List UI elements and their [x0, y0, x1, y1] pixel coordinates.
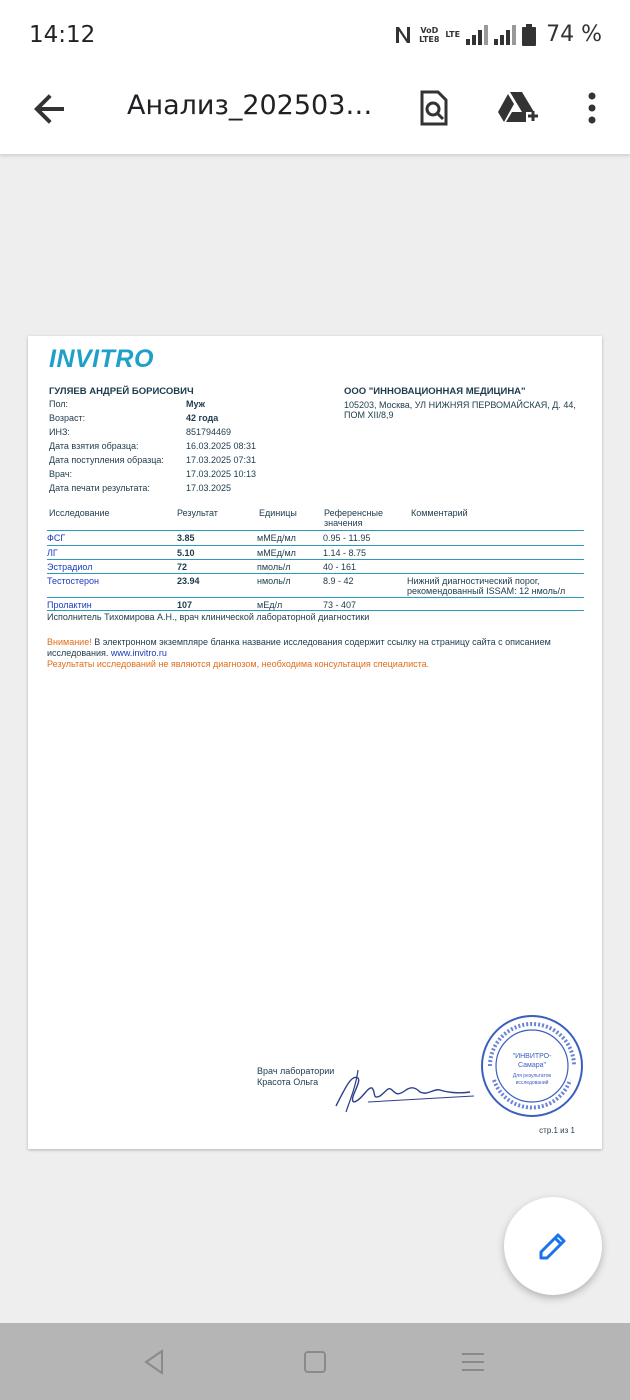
- navigation-bar: [0, 1323, 630, 1400]
- test-link[interactable]: ФСГ: [47, 533, 66, 543]
- results-table-header: [49, 508, 584, 530]
- warning-note: [47, 637, 587, 659]
- test-link[interactable]: ЛГ: [47, 548, 58, 558]
- status-time: 14:12: [29, 22, 96, 48]
- patient-field: Возраст: 42 года: [49, 413, 219, 423]
- organization-address: 105203, Москва, УЛ НИЖНЯЯ ПЕРВОМАЙСКАЯ, Д. 44, ПОМ XII/8,9: [344, 400, 576, 420]
- executor-note: Исполнитель Тихомирова А.Н., врач клинической лабораторной диагностики: [47, 612, 370, 622]
- doctor-title: Врач лаборатории: [257, 1066, 335, 1076]
- document-page: [28, 336, 602, 1149]
- patient-field: Пол: Муж: [49, 399, 205, 409]
- svg-text:исследований: исследований: [515, 1080, 549, 1086]
- table-row: ЛГ 5.10 мМЕд/мл 1.14 - 8.75: [47, 545, 584, 559]
- patient-field: Дата поступления образца: 17.03.2025 07:31: [49, 455, 257, 465]
- nfc-icon: [393, 24, 413, 46]
- table-row: Эстрадиол 72 пмоль/л 40 - 161: [47, 559, 584, 573]
- pencil-icon: [535, 1228, 571, 1264]
- patient-field: Дата печати результата: 17.03.2025: [49, 483, 232, 493]
- signature: [328, 1056, 478, 1116]
- signal-icon: [466, 25, 488, 45]
- organization-name: ООО "ИННОВАЦИОННАЯ МЕДИЦИНА": [344, 386, 526, 397]
- test-link[interactable]: Эстрадиол: [47, 562, 93, 572]
- doctor-block: [257, 1066, 334, 1088]
- more-vert-icon[interactable]: [570, 86, 614, 130]
- status-bar: [0, 0, 630, 72]
- invitro-logo: INVITRO: [49, 345, 154, 373]
- header-comment: Комментарий: [411, 508, 468, 518]
- svg-text:Самара": Самара": [517, 1062, 547, 1069]
- warning-label: Внимание!: [47, 637, 92, 647]
- stamp: [478, 1012, 586, 1120]
- table-row: Пролактин 107 мЕд/л 73 - 407: [47, 597, 584, 611]
- svg-text:Для результатов: Для результатов: [512, 1073, 552, 1079]
- network-badge-2: LTE: [445, 30, 461, 39]
- edit-fab-button[interactable]: [504, 1197, 602, 1295]
- patient-field: ИНЗ: 851794469: [49, 427, 232, 437]
- drive-add-icon[interactable]: [496, 86, 540, 130]
- nav-back-icon[interactable]: [140, 1347, 170, 1377]
- patient-field: Дата взятия образца: 16.03.2025 08:31: [49, 441, 257, 451]
- organization-block: [344, 386, 594, 420]
- disclaimer: Результаты исследований не являются диагнозом, необходима консультация специалиста.: [47, 659, 430, 669]
- test-link[interactable]: Пролактин: [47, 600, 92, 610]
- test-link[interactable]: Тестостерон: [47, 576, 100, 586]
- patient-field: Врач: 17.03.2025 10:13: [49, 469, 257, 479]
- invitro-link[interactable]: www.invitro.ru: [110, 648, 167, 658]
- patient-info: [49, 399, 289, 497]
- svg-text:"ИНВИТРО-: "ИНВИТРО-: [512, 1053, 552, 1060]
- network-badge-1: VoD LTE8: [419, 25, 440, 44]
- document-search-icon[interactable]: [412, 86, 456, 130]
- battery-icon: [522, 24, 536, 46]
- header-reference: Референсные значения: [324, 508, 383, 528]
- doctor-name: Красота Ольга: [257, 1077, 319, 1087]
- table-row: ФСГ 3.85 мМЕд/мл 0.95 - 11.95: [47, 530, 584, 545]
- header-result: Результат: [177, 508, 218, 518]
- document-title: Анализ_202503…: [127, 90, 373, 121]
- table-row: Тестостерон 23.94 нмоль/л 8.9 - 42 Нижний диагностический порог, рекомендованный ISSAM: 12 нмоль/л: [47, 573, 584, 597]
- status-icons: [393, 22, 602, 47]
- header-test: Исследование: [49, 508, 110, 518]
- page-number: стр.1 из 1: [539, 1126, 575, 1135]
- header-units: Единицы: [259, 508, 297, 518]
- warning-text: В электронном экземпляре бланка название исследования содержит ссылку на страницу сайта с описанием исследования.: [47, 637, 551, 658]
- signal-2-icon: [494, 25, 516, 45]
- arrow-left-icon[interactable]: [30, 89, 70, 129]
- battery-percent: 74 %: [546, 22, 602, 47]
- nav-menu-icon[interactable]: [458, 1347, 488, 1377]
- nav-home-icon[interactable]: [300, 1347, 330, 1377]
- patient-name: ГУЛЯЕВ АНДРЕЙ БОРИСОВИЧ: [49, 386, 194, 397]
- app-bar: [0, 72, 630, 154]
